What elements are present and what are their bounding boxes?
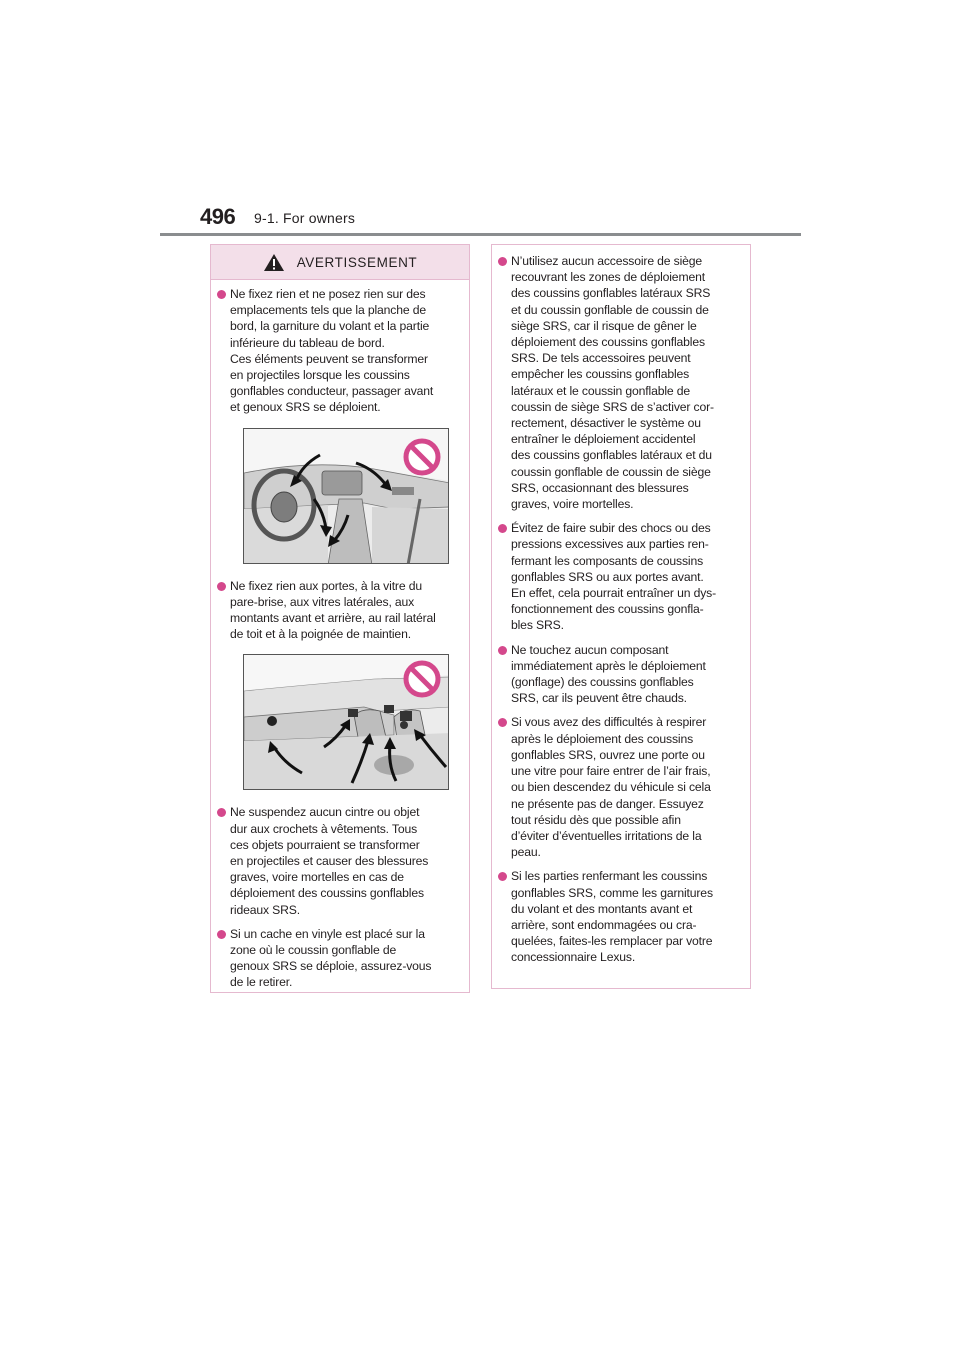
page-number: 496 — [200, 204, 236, 229]
bullet-icon — [498, 524, 507, 533]
header-rule — [160, 233, 801, 236]
bullet-icon — [498, 646, 507, 655]
list-item — [498, 520, 742, 633]
list-item — [217, 286, 461, 416]
bullet-icon — [217, 290, 226, 299]
item-text: Si un cache en vinyle est placé sur la zone où le coussin gonflable de genoux SRS se déploie, assurez-vous de le retirer. — [230, 926, 432, 990]
item-text: Ne touchez aucun composant immédiatement après le déploiement (gonflage) des coussins gonflables SRS, car ils peuvent être chauds. — [511, 642, 706, 706]
bullet-icon — [498, 257, 507, 266]
list-item — [217, 926, 461, 991]
list-item — [498, 868, 742, 965]
item-text: Ne suspendez aucun cintre ou objet dur aux crochets à vêtements. Tous ces objets pourraient se transformer en projectiles et causer des blessures graves, voire mortelles en cas de déploiement des coussins gonflables rideaux SRS. — [230, 805, 429, 917]
prohibited-icon — [402, 437, 442, 477]
section-title: 9-1. For owners — [254, 210, 356, 226]
bullet-icon — [217, 930, 226, 939]
list-item — [217, 804, 461, 917]
cabin-illustration — [243, 654, 449, 790]
dashboard-illustration — [243, 428, 449, 564]
item-text: Si les parties renfermant les coussins gonflables SRS, comme les garnitures du volant et des montants avant et arrière, sont endommagées ou cra- quelées, faites-les remplacer par votre concessionnaire Lexus. — [511, 869, 713, 965]
item-text: N’utilisez aucun accessoire de siège recouvrant les zones de déploiement des coussins gonflables latéraux SRS et du coussin gonflable de coussin de siège SRS, car il risque de gêner le déploiement des coussins gonflables SRS. De tels accessoires peuvent empêcher les coussins gonflables latéraux et le coussin gonflable de coussin de siège SRS de s’activer cor- rectement, désactiver le système ou entraîner le déploiement accidentel des coussins gonflables latéraux et du coussin gonflable de coussin de siège SRS, occasionnant des blessures graves, voire mortelles. — [511, 254, 714, 512]
bullet-icon — [217, 808, 226, 817]
item-text: Ne fixez rien aux portes, à la vitre du pare-brise, aux vitres latérales, aux montants avant et arrière, au rail latéral de toit et à la poignée de maintien. — [230, 578, 436, 642]
bullet-icon — [217, 582, 226, 591]
bullet-icon — [498, 872, 507, 881]
warning-header — [211, 245, 469, 280]
item-text: Évitez de faire subir des chocs ou des pressions excessives aux parties ren- fermant les composants de coussins gonflables SRS ou aux portes avant. En effet, cela pourrait entraîner un dys- fonctionnement des coussins gonfla- bles SRS. — [511, 521, 716, 633]
list-item — [498, 714, 742, 860]
list-item — [498, 253, 742, 512]
bullet-icon — [498, 718, 507, 727]
warning-title: AVERTISSEMENT — [296, 254, 418, 270]
list-item — [498, 642, 742, 707]
list-item — [217, 578, 461, 643]
item-text: Si vous avez des difficultés à respirer après le déploiement des coussins gonflables SRS, ouvrez une porte ou une vitre pour faire entrer de l’air frais, ou bien descendez du véhicule si cela ne présente pas de danger. Essuyez tout résidu dès que possible afin d’éviter d’éventuelles irritations de la peau. — [511, 715, 711, 860]
warning-box-right — [491, 244, 751, 989]
item-text: Ne fixez rien et ne posez rien sur des emplacements tels que la planche de bord, la garniture du volant et la partie inférieure du tableau de bord. Ces éléments peuvent se transformer en projectiles lorsque les coussins gonflables conducteur, passager avant et genoux SRS se déploient. — [230, 287, 434, 415]
prohibited-icon — [402, 659, 442, 699]
warning-box-left — [210, 244, 470, 993]
warning-triangle-icon — [263, 253, 285, 272]
